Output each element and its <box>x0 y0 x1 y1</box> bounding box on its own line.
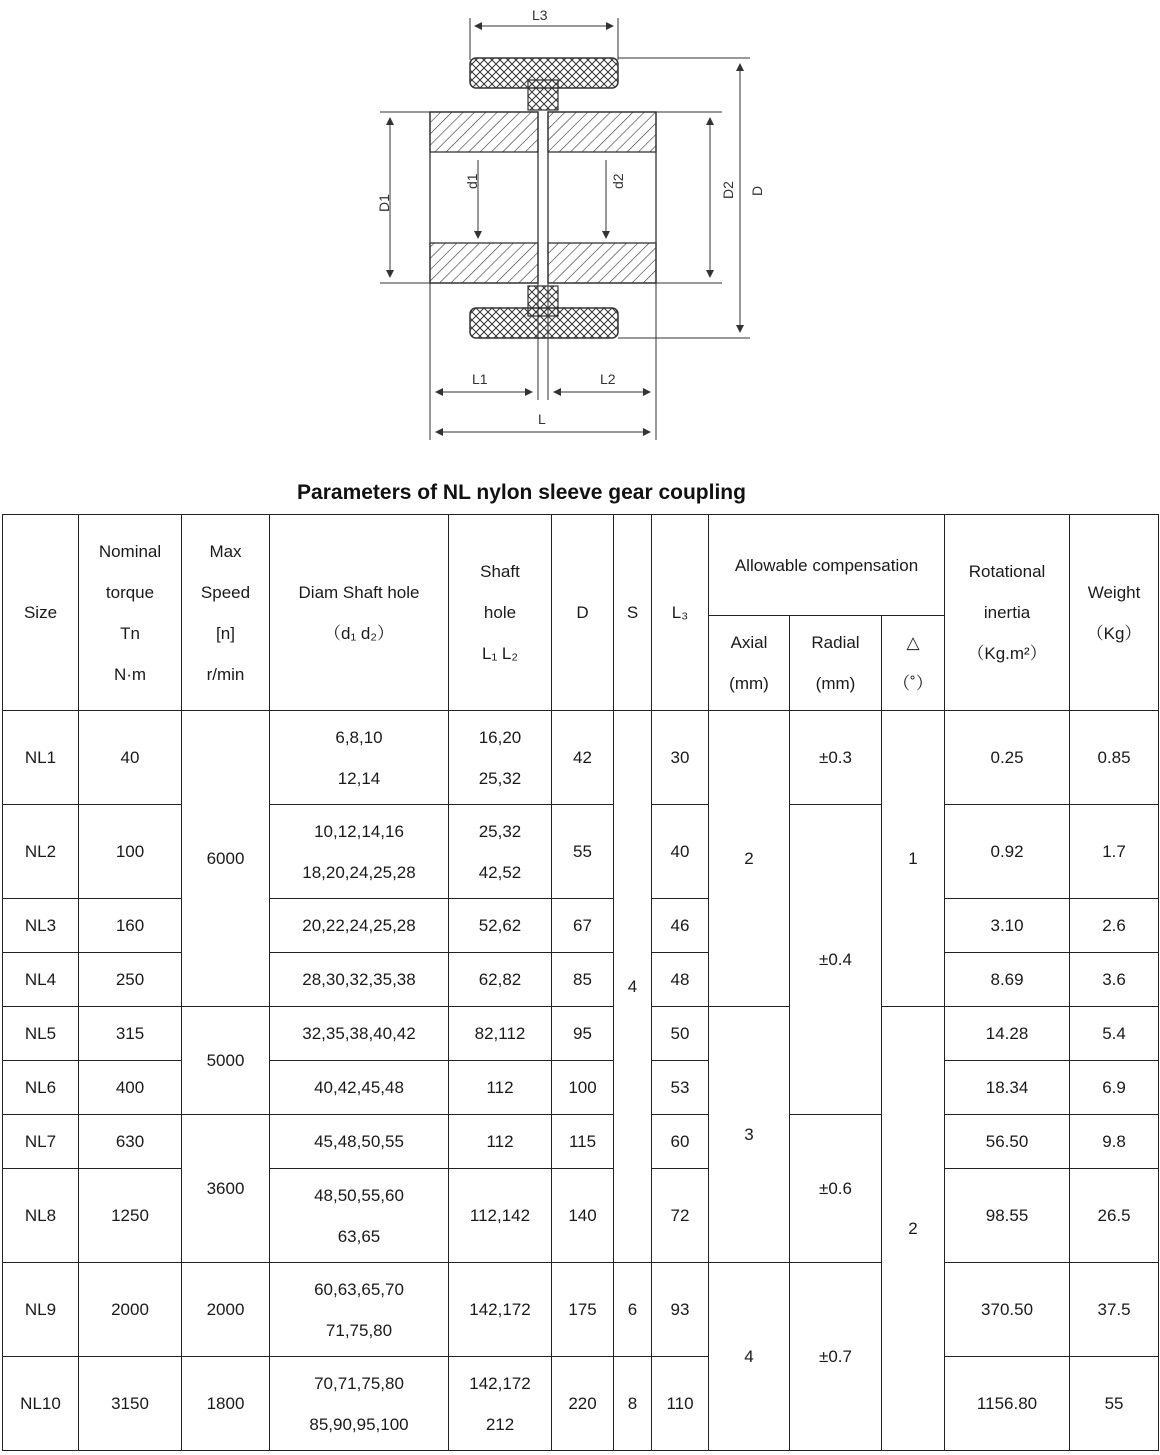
cell-shaft: 82,112 <box>449 1007 552 1061</box>
cell-speed: 1800 <box>182 1357 270 1451</box>
hdr-speed <box>182 515 270 711</box>
cell-d: 85 <box>552 953 614 1007</box>
hdr-speed-l4: r/min <box>206 664 245 684</box>
cell-diam-l1: 70,71,75,80 <box>314 1373 404 1393</box>
cell-diam-l2: 85,90,95,100 <box>309 1414 409 1434</box>
cell-speed-merged: 5000 <box>182 1007 270 1115</box>
cell-shaft-l1: 16,20 <box>478 727 522 747</box>
table-row <box>3 1357 1159 1451</box>
cell-shaft <box>449 805 552 899</box>
cell-shaft: 112 <box>449 1115 552 1169</box>
table-row <box>3 711 1159 805</box>
hdr-speed-l3: [n] <box>216 623 235 643</box>
cell-inertia: 370.50 <box>945 1263 1070 1357</box>
cell-weight: 2.6 <box>1070 899 1159 953</box>
cell-diam-l1: 60,63,65,70 <box>314 1279 404 1299</box>
cell-shaft: 112 <box>449 1061 552 1115</box>
hdr-weight-l2: （Kg） <box>1086 623 1142 643</box>
cell-weight: 55 <box>1070 1357 1159 1451</box>
hdr-speed-l1: Max <box>209 541 242 561</box>
cell-torque: 160 <box>79 899 182 953</box>
cell-diam: 28,30,32,35,38 <box>270 953 449 1007</box>
cell-size: NL7 <box>3 1115 79 1169</box>
hdr-angle-l1: △ <box>906 633 920 652</box>
cell-angle-merged: 2 <box>882 1007 945 1451</box>
header-row-1 <box>3 515 1159 616</box>
cell-d: 220 <box>552 1357 614 1451</box>
hdr-torque-l3: Tn <box>120 623 140 643</box>
label-l2: L2 <box>600 371 616 387</box>
label-l3: L3 <box>532 7 548 23</box>
cell-d: 100 <box>552 1061 614 1115</box>
cell-diam <box>270 1357 449 1451</box>
hdr-axial-l1: Axial <box>730 633 768 652</box>
cell-diam-l2: 63,65 <box>337 1226 381 1246</box>
cell-l3: 46 <box>652 899 709 953</box>
cell-weight: 26.5 <box>1070 1169 1159 1263</box>
cell-d: 115 <box>552 1115 614 1169</box>
cell-l3: 53 <box>652 1061 709 1115</box>
hdr-torque <box>79 515 182 711</box>
cell-d: 55 <box>552 805 614 899</box>
cell-d: 42 <box>552 711 614 805</box>
cell-size: NL4 <box>3 953 79 1007</box>
cell-weight: 5.4 <box>1070 1007 1159 1061</box>
hdr-shaft <box>449 515 552 711</box>
cell-inertia: 14.28 <box>945 1007 1070 1061</box>
cell-s-merged: 4 <box>614 711 652 1263</box>
cell-inertia: 3.10 <box>945 899 1070 953</box>
hdr-axial-l2: (mm) <box>729 674 769 693</box>
hdr-inertia-l3: （Kg.m²） <box>967 644 1047 663</box>
hdr-weight-l1: Weight <box>1087 582 1141 602</box>
cell-size: NL10 <box>3 1357 79 1451</box>
cell-shaft <box>449 711 552 805</box>
cell-diam: 40,42,45,48 <box>270 1061 449 1115</box>
cell-l3: 72 <box>652 1169 709 1263</box>
hdr-inertia <box>945 515 1070 711</box>
cell-weight: 37.5 <box>1070 1263 1159 1357</box>
cell-angle-merged: 1 <box>882 711 945 1007</box>
cell-axial-merged: 2 <box>709 711 790 1007</box>
cell-l3: 50 <box>652 1007 709 1061</box>
table-row <box>3 1115 1159 1169</box>
cell-l3: 48 <box>652 953 709 1007</box>
cell-shaft: 112,142 <box>449 1169 552 1263</box>
label-d-outer: D <box>749 185 765 196</box>
table-row <box>3 805 1159 899</box>
cell-d: 175 <box>552 1263 614 1357</box>
cell-torque: 250 <box>79 953 182 1007</box>
hdr-shaft-l1: Shaft <box>480 562 520 581</box>
cell-size: NL1 <box>3 711 79 805</box>
hdr-diam-l2: （d₁ d₂） <box>324 623 394 643</box>
cell-weight: 9.8 <box>1070 1115 1159 1169</box>
cell-size: NL5 <box>3 1007 79 1061</box>
cell-diam: 32,35,38,40,42 <box>270 1007 449 1061</box>
hdr-torque-l2: torque <box>105 582 155 602</box>
cell-axial-merged: 3 <box>709 1007 790 1263</box>
hdr-radial <box>790 616 882 711</box>
hdr-s: S <box>614 515 652 711</box>
cell-torque: 400 <box>79 1061 182 1115</box>
hdr-radial-l2: (mm) <box>815 674 856 693</box>
cell-diam <box>270 711 449 805</box>
cell-shaft: 52,62 <box>449 899 552 953</box>
cell-weight: 3.6 <box>1070 953 1159 1007</box>
cell-l3: 30 <box>652 711 709 805</box>
hdr-d: D <box>552 515 614 711</box>
label-d1-outer: D1 <box>376 194 392 212</box>
cell-diam <box>270 1263 449 1357</box>
cell-inertia: 0.92 <box>945 805 1070 899</box>
parameters-table <box>2 514 1159 1451</box>
cell-diam <box>270 1169 449 1263</box>
cell-d: 67 <box>552 899 614 953</box>
hdr-size: Size <box>3 515 79 711</box>
cell-axial-merged: 4 <box>709 1263 790 1451</box>
cell-diam-l1: 48,50,55,60 <box>314 1185 404 1205</box>
hdr-angle-l2: （˚） <box>893 674 933 693</box>
cell-torque: 3150 <box>79 1357 182 1451</box>
cell-size: NL8 <box>3 1169 79 1263</box>
cell-speed-merged: 3600 <box>182 1115 270 1263</box>
cell-speed-merged: 6000 <box>182 711 270 1007</box>
hdr-diam <box>270 515 449 711</box>
cell-size: NL9 <box>3 1263 79 1357</box>
cell-shaft <box>449 1357 552 1451</box>
cell-s: 8 <box>614 1357 652 1451</box>
cell-weight: 6.9 <box>1070 1061 1159 1115</box>
hdr-radial-l1: Radial <box>811 633 860 652</box>
cell-shaft: 142,172 <box>449 1263 552 1357</box>
cell-torque: 2000 <box>79 1263 182 1357</box>
cell-size: NL3 <box>3 899 79 953</box>
table-row <box>3 1007 1159 1061</box>
cell-radial-merged: ±0.7 <box>790 1263 882 1451</box>
table-row <box>3 953 1159 1007</box>
hdr-torque-l4: N·m <box>113 664 147 684</box>
cell-l3: 110 <box>652 1357 709 1451</box>
table-row <box>3 1169 1159 1263</box>
cell-inertia: 18.34 <box>945 1061 1070 1115</box>
table-title: Parameters of NL nylon sleeve gear coupling <box>297 481 746 504</box>
table-row <box>3 1061 1159 1115</box>
cell-l3: 40 <box>652 805 709 899</box>
hdr-l3: L₃ <box>652 515 709 711</box>
cell-diam-l2: 18,20,24,25,28 <box>302 862 416 882</box>
label-d1-inner: d1 <box>464 173 480 189</box>
cell-shaft-l1: 142,172 <box>469 1373 531 1393</box>
hdr-allowable: Allowable compensation <box>709 515 945 616</box>
cell-torque: 40 <box>79 711 182 805</box>
cell-torque: 315 <box>79 1007 182 1061</box>
cell-shaft-l2: 25,32 <box>478 768 522 788</box>
table-row <box>3 899 1159 953</box>
cell-shaft: 62,82 <box>449 953 552 1007</box>
cell-s: 6 <box>614 1263 652 1357</box>
cell-shaft-l2: 42,52 <box>478 862 522 882</box>
cell-diam-l2: 12,14 <box>337 768 381 788</box>
hdr-diam-l1: Diam Shaft hole <box>298 582 420 602</box>
cell-weight: 0.85 <box>1070 711 1159 805</box>
hdr-shaft-l2: hole <box>483 603 517 622</box>
label-d2-inner: d2 <box>610 173 626 189</box>
cell-speed: 2000 <box>182 1263 270 1357</box>
cell-shaft-l2: 212 <box>485 1414 515 1434</box>
label-l: L <box>538 411 546 427</box>
cell-size: NL2 <box>3 805 79 899</box>
cell-weight: 1.7 <box>1070 805 1159 899</box>
label-d2-outer: D2 <box>720 181 736 199</box>
cell-torque: 1250 <box>79 1169 182 1263</box>
table-row <box>3 1263 1159 1357</box>
cell-diam: 45,48,50,55 <box>270 1115 449 1169</box>
hdr-shaft-l3: L₁ L₂ <box>482 644 518 663</box>
cell-l3: 93 <box>652 1263 709 1357</box>
cell-inertia: 56.50 <box>945 1115 1070 1169</box>
cell-torque: 100 <box>79 805 182 899</box>
cell-radial-merged: ±0.6 <box>790 1115 882 1263</box>
coupling-drawing <box>360 0 800 460</box>
hdr-weight <box>1070 515 1159 711</box>
cell-d: 95 <box>552 1007 614 1061</box>
hdr-speed-l2: Speed <box>200 582 251 602</box>
hdr-torque-l1: Nominal <box>98 541 162 561</box>
cell-diam-l1: 6,8,10 <box>335 727 383 747</box>
cell-radial-merged: ±0.4 <box>790 805 882 1115</box>
cell-torque: 630 <box>79 1115 182 1169</box>
label-l1: L1 <box>472 371 488 387</box>
coupling-drawing-svg <box>360 0 800 460</box>
hdr-inertia-l1: Rotational <box>968 562 1046 581</box>
cell-shaft-l1: 25,32 <box>478 821 522 841</box>
hdr-inertia-l2: inertia <box>983 603 1031 622</box>
hdr-angle <box>882 616 945 711</box>
cell-diam-l1: 10,12,14,16 <box>314 821 404 841</box>
cell-inertia: 1156.80 <box>945 1357 1070 1451</box>
cell-diam-l2: 71,75,80 <box>325 1320 393 1340</box>
hdr-axial <box>709 616 790 711</box>
cell-d: 140 <box>552 1169 614 1263</box>
cell-l3: 60 <box>652 1115 709 1169</box>
cell-diam <box>270 805 449 899</box>
cell-inertia: 8.69 <box>945 953 1070 1007</box>
cell-size: NL6 <box>3 1061 79 1115</box>
cell-diam: 20,22,24,25,28 <box>270 899 449 953</box>
cell-inertia: 98.55 <box>945 1169 1070 1263</box>
cell-radial: ±0.3 <box>790 711 882 805</box>
cell-inertia: 0.25 <box>945 711 1070 805</box>
